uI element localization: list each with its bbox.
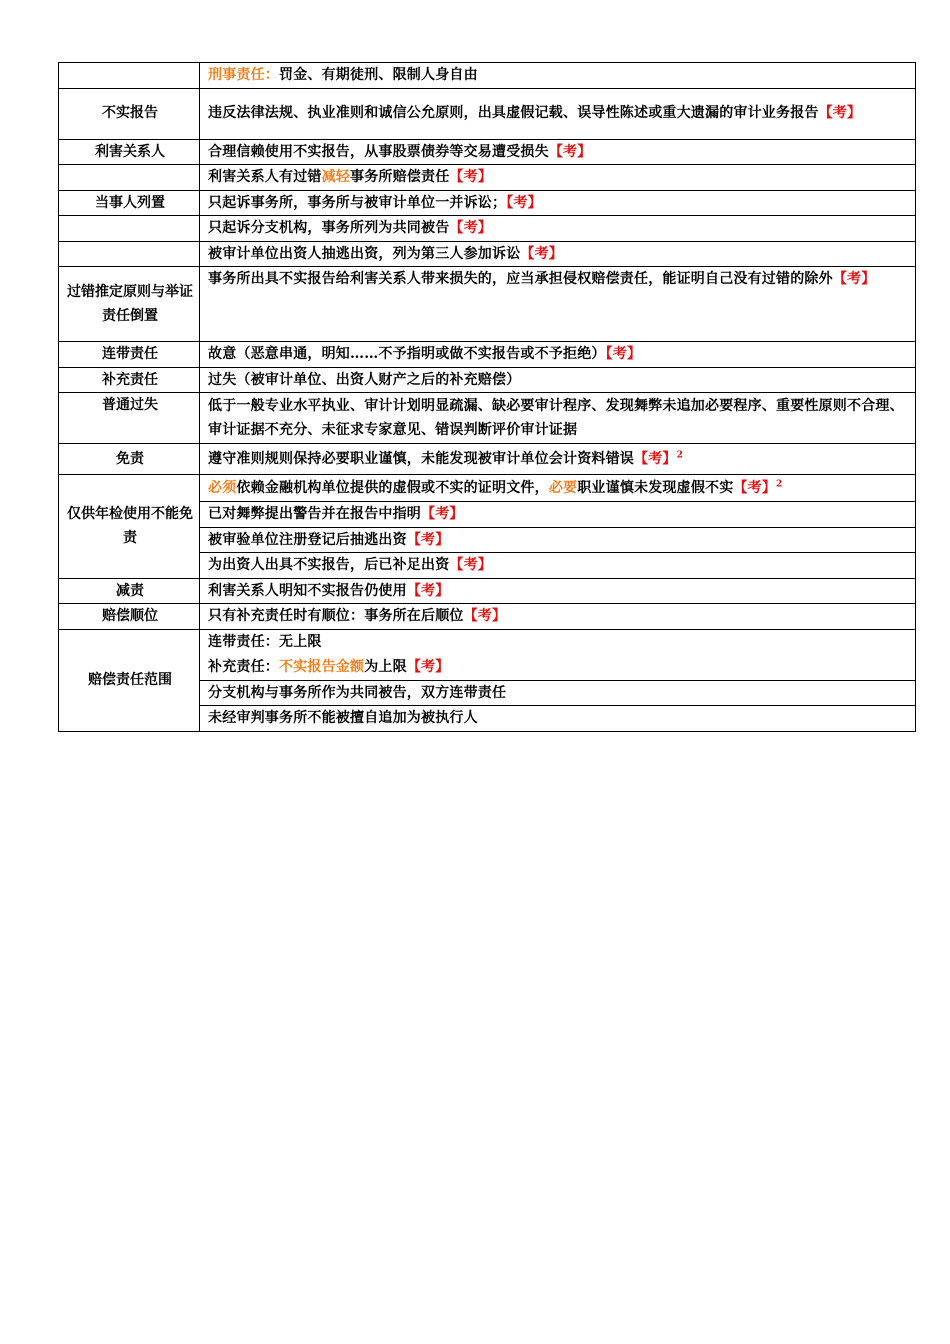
liability-notes-table xyxy=(58,62,916,732)
text-segment: 合理信赖使用不实报告，从事股票债券等交易遭受损失 xyxy=(208,143,549,160)
row-content xyxy=(200,629,916,680)
text-segment: 被审计单位出资人抽逃出资，列为第三人参加诉讼 xyxy=(208,245,521,262)
row-content xyxy=(200,367,916,393)
text-segment: 为上限 xyxy=(364,658,407,675)
text-segment: 【考】 xyxy=(548,143,592,160)
row-label: 减责 xyxy=(59,578,200,604)
text-segment: 【考】 xyxy=(449,220,493,236)
text-segment: 减轻 xyxy=(321,169,351,185)
table-row xyxy=(59,165,916,191)
text-segment: 分支机构与事务所作为共同被告，双方连带责任 xyxy=(208,684,507,701)
row-content xyxy=(200,578,916,604)
table-row xyxy=(59,629,916,680)
text-segment: 低于一般专业水平执业、审计计划明显疏漏、缺必要审计程序、发现舞弊未追加必要程序、重要性原则不合理、审计证据不充分、未征求专家意见、错误判断评价审计证据 xyxy=(208,397,904,438)
table-row xyxy=(59,190,916,216)
text-segment: 连带责任：无上限 xyxy=(208,634,322,650)
text-segment: 故意（恶意串通，明知……不予指明或做不实报告或不予拒绝） xyxy=(208,346,606,362)
text-segment: 【考】 xyxy=(506,194,542,211)
text-segment: 违反法律法规、执业准则和诚信公允原则，出具虚假记载、误导性陈述或重大遗漏的审计业务报告 xyxy=(208,105,819,122)
text-segment: 未经审判事务所不能被擅自追加为被执行人 xyxy=(208,710,478,726)
text-segment: 为出资人出具不实报告，后已补足出资 xyxy=(208,557,450,573)
text-segment: 【考】 xyxy=(520,245,564,262)
row-content xyxy=(200,165,916,191)
text-segment: 事务所出具不实报告给利害关系人带来损失的，应当承担侵权赔偿责任，能证明自己没有过错的除外 xyxy=(208,271,833,287)
row-label: 免责 xyxy=(59,444,200,475)
text-segment: 【考】 xyxy=(449,169,493,185)
text-segment: 必须 xyxy=(208,479,237,496)
text-segment: 补充责任： xyxy=(208,658,279,675)
text-segment: 【考】 xyxy=(634,450,677,467)
row-content xyxy=(200,553,916,579)
table-row xyxy=(59,475,916,502)
row-label: 不实报告 xyxy=(59,88,200,139)
row-label: 利害关系人 xyxy=(59,139,200,165)
text-segment: 【考】 xyxy=(733,479,777,496)
row-label: 赔偿责任范围 xyxy=(59,629,200,731)
row-content xyxy=(200,216,916,242)
table-row xyxy=(59,393,916,444)
text-segment: 【考】 xyxy=(421,506,464,522)
text-segment: 只起诉分支机构，事务所列为共同被告 xyxy=(208,220,450,236)
table-row xyxy=(59,241,916,267)
row-content xyxy=(200,267,916,342)
text-segment: 2 xyxy=(776,479,783,490)
text-segment: 事务所赔偿责任 xyxy=(350,169,450,185)
table-row xyxy=(59,63,916,89)
text-segment: 不实报告金额 xyxy=(279,658,365,675)
row-label: 补充责任 xyxy=(59,367,200,393)
text-segment: 罚金、有期徒刑、限制人身自由 xyxy=(279,67,478,83)
text-segment: 【考】 xyxy=(832,271,876,287)
row-content xyxy=(200,63,916,89)
row-content xyxy=(200,342,916,368)
row-label: 连带责任 xyxy=(59,342,200,368)
text-segment: 【考】 xyxy=(406,582,450,599)
row-content xyxy=(200,604,916,630)
row-content xyxy=(200,475,916,502)
row-content xyxy=(200,444,916,475)
row-content xyxy=(200,502,916,528)
row-content xyxy=(200,139,916,165)
text-segment: 【考】 xyxy=(605,346,642,362)
table-row xyxy=(59,342,916,368)
row-label: 普通过失 xyxy=(59,393,200,444)
table-row xyxy=(59,216,916,242)
text-segment: 【考】 xyxy=(406,658,450,675)
text-segment: 过失（被审计单位、出资人财产之后的补充赔偿） xyxy=(208,371,521,388)
text-segment: 刑事责任： xyxy=(208,67,279,83)
text-segment: 已对舞弊提出警告并在报告中指明 xyxy=(208,506,421,522)
text-segment: 利害关系人明知不实报告仍使用 xyxy=(208,582,407,599)
row-content xyxy=(200,527,916,553)
content-line xyxy=(208,655,909,680)
table-row xyxy=(59,367,916,393)
row-label: 赔偿顺位 xyxy=(59,604,200,630)
text-segment: 【考】 xyxy=(406,531,450,548)
text-segment: 被审验单位注册登记后抽逃出资 xyxy=(208,531,407,548)
table-row xyxy=(59,267,916,342)
text-segment: 2 xyxy=(676,450,684,461)
table-row xyxy=(59,444,916,475)
text-segment: 遵守准则规则保持必要职业谨慎，未能发现被审计单位会计资料错误 xyxy=(208,450,634,467)
row-label: 当事人列置 xyxy=(59,190,200,216)
row-content xyxy=(200,88,916,139)
text-segment: 必要 xyxy=(548,479,578,496)
text-segment: 【考】 xyxy=(818,105,862,122)
table-row xyxy=(59,139,916,165)
text-segment: 【考】 xyxy=(463,608,507,624)
text-segment: 只起诉事务所，事务所与被审计单位一并诉讼； xyxy=(208,194,507,211)
row-content xyxy=(200,190,916,216)
row-label: 仅供年检使用不能免责 xyxy=(59,475,200,579)
row-content xyxy=(200,680,916,706)
row-content xyxy=(200,706,916,732)
row-label xyxy=(59,241,200,267)
row-label xyxy=(59,165,200,191)
table-row xyxy=(59,604,916,630)
table-row xyxy=(59,88,916,139)
text-segment: 【考】 xyxy=(449,557,493,573)
row-label xyxy=(59,216,200,242)
row-content xyxy=(200,393,916,444)
text-segment: 依赖金融机构单位提供的虚假或不实的证明文件， xyxy=(236,479,549,496)
table-row xyxy=(59,578,916,604)
row-label xyxy=(59,63,200,89)
text-segment: 利害关系人有过错 xyxy=(208,169,322,185)
text-segment: 职业谨慎未发现虚假不实 xyxy=(577,479,734,496)
row-content xyxy=(200,241,916,267)
row-label: 过错推定原则与举证责任倒置 xyxy=(59,267,200,342)
text-segment: 只有补充责任时有顺位：事务所在后顺位 xyxy=(208,608,464,624)
content-line xyxy=(208,630,909,655)
